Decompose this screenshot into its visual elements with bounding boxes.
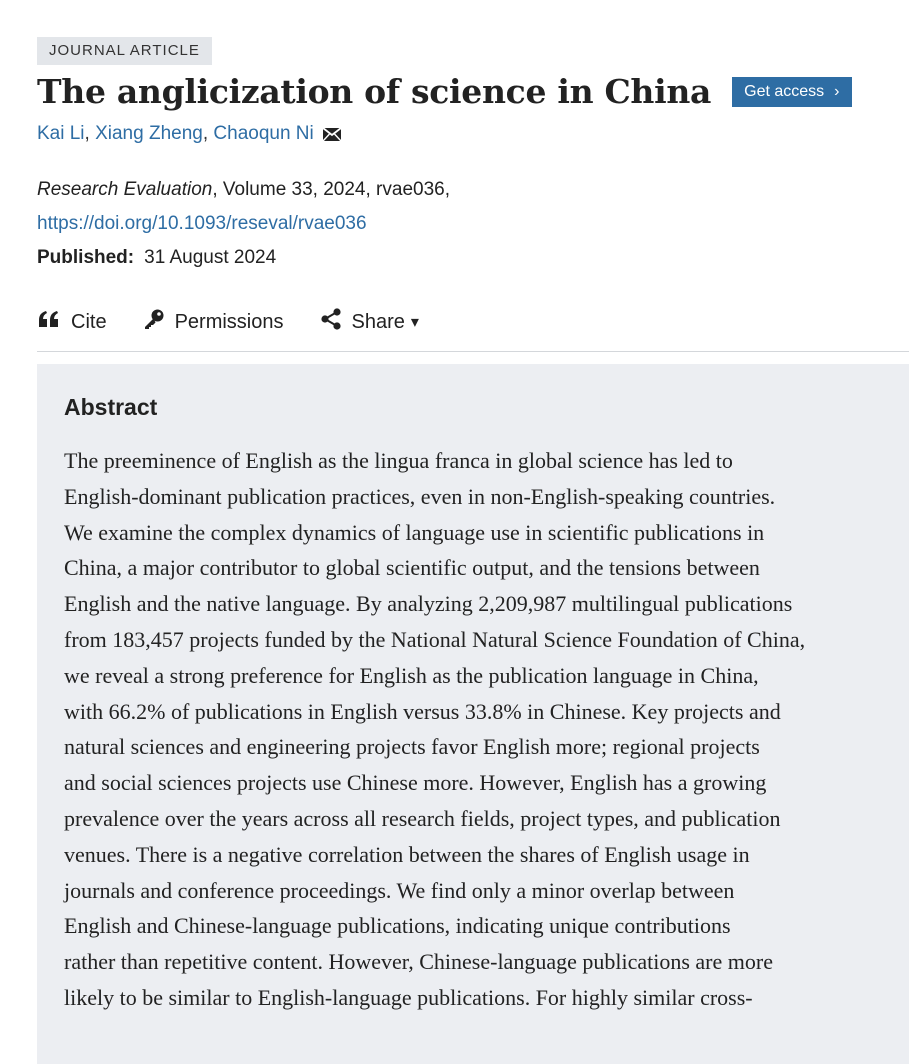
doi-link[interactable]: https://doi.org/10.1093/reseval/rvae036 bbox=[37, 213, 367, 234]
key-icon bbox=[143, 308, 165, 336]
citation-line bbox=[37, 173, 450, 207]
chevron-right-icon: › bbox=[834, 82, 840, 100]
abstract-heading: Abstract bbox=[64, 394, 158, 420]
permissions-button[interactable] bbox=[143, 308, 284, 336]
share-dropdown[interactable] bbox=[320, 308, 419, 336]
published-label: Published: bbox=[37, 247, 135, 268]
get-access-button[interactable] bbox=[732, 77, 851, 107]
toolbar-divider bbox=[37, 351, 909, 352]
author-separator: , bbox=[202, 123, 209, 144]
caret-down-icon: ▾ bbox=[410, 314, 419, 331]
author-separator: , bbox=[84, 123, 90, 144]
article-type-badge: JOURNAL ARTICLE bbox=[37, 37, 212, 65]
journal-name: Research Evaluation bbox=[37, 179, 213, 200]
share-label: Share bbox=[351, 310, 405, 333]
cite-label: Cite bbox=[71, 310, 107, 333]
get-access-label: Get access bbox=[744, 82, 825, 100]
cite-button[interactable] bbox=[37, 310, 107, 334]
abstract-text: The preeminence of English as the lingua franca in global science has led to English-dominant publication practices, even in non-English-speaking countries. We examine the complex dynamics of language use in scientific publications in China, a major contributor to global scientific output, and the tensions between English and the native language. By analyzing 2,209,987 multilingual publications from 183,457 projects funded by the National Natural Science Foundation of China, we reveal a strong preference for English as the publication language in China, with 66.2% of publications in English versus 33.8% in Chinese. Key projects and natural sciences and engineering projects favor English more; regional projects and social sciences projects use Chinese more. However, English has a growing prevalence over the years across all research fields, project types, and publication venues. There is a negative correlation between the shares of English usage in journals and conference proceedings. We find only a minor overlap between English and Chinese-language publications, indicating unique contributions rather than repetitive content. However, Chinese-language publications are more likely to be similar to English-language publications. For highly similar cross- bbox=[64, 448, 806, 1010]
permissions-label: Permissions bbox=[174, 310, 284, 333]
author-link-kai-li[interactable]: Kai Li bbox=[37, 123, 85, 144]
quote-icon bbox=[37, 310, 61, 334]
author-list bbox=[37, 123, 342, 145]
article-toolbar bbox=[37, 308, 455, 336]
author-link-xiang-zheng[interactable]: Xiang Zheng bbox=[95, 123, 203, 144]
article-title: The anglicization of science in China bbox=[37, 72, 712, 111]
share-icon bbox=[320, 308, 342, 336]
author-link-chaoqun-ni[interactable]: Chaoqun Ni bbox=[213, 123, 314, 144]
published-line bbox=[37, 241, 450, 275]
envelope-icon[interactable] bbox=[322, 127, 342, 142]
abstract-section bbox=[37, 364, 909, 1064]
title-row bbox=[37, 72, 852, 111]
citation-meta bbox=[37, 173, 450, 275]
citation-details: , Volume 33, 2024, rvae036, bbox=[212, 179, 450, 200]
published-date: 31 August 2024 bbox=[144, 247, 277, 268]
